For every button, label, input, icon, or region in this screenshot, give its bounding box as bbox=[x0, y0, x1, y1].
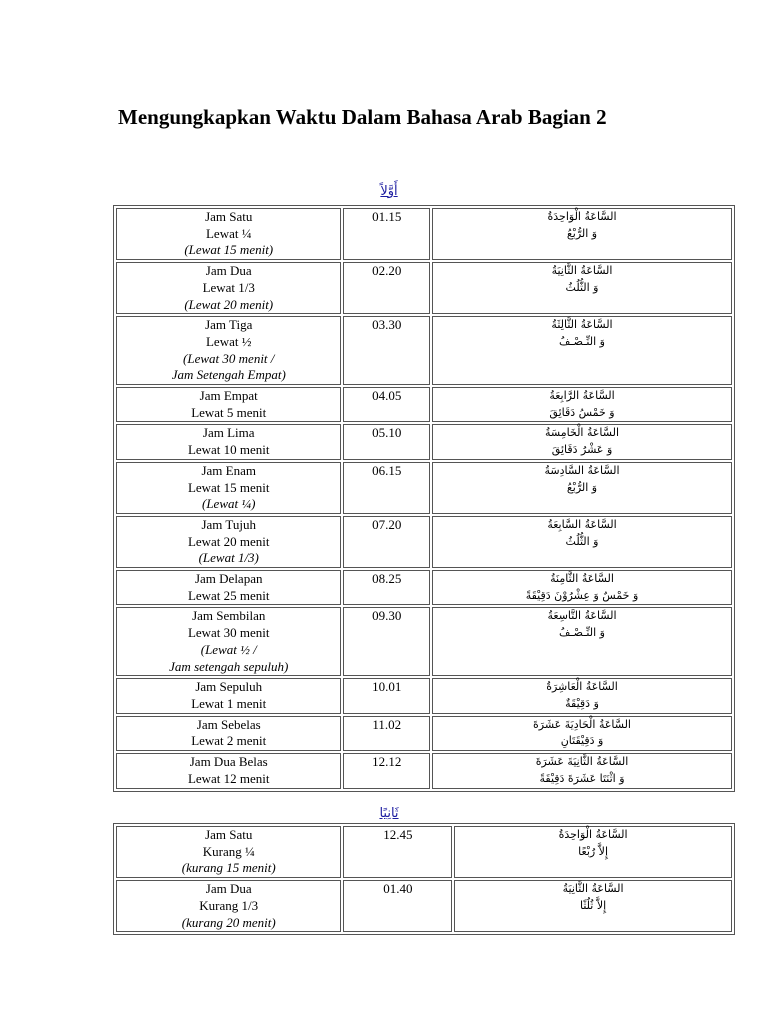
indonesian-line: Jam Dua bbox=[205, 263, 252, 279]
section-label-second: ثَانِيًا bbox=[379, 806, 399, 821]
indonesian-line: Lewat 15 menit bbox=[187, 479, 270, 495]
time-cell: 09.30 bbox=[343, 607, 430, 676]
arabic-line: وَ النِّـصْـفُ bbox=[559, 334, 605, 348]
arabic-line: إِلاَّ رُبْعًا bbox=[578, 844, 609, 858]
arabic-line: السَّاعَةُ الثَّانِيَةُ bbox=[562, 882, 624, 896]
indonesian-line: Jam Tujuh bbox=[201, 516, 257, 532]
arabic-line: السَّاعَةُ السَّادِسَةُ bbox=[544, 463, 620, 477]
time-cell: 07.20 bbox=[343, 516, 430, 568]
time-cell: 11.02 bbox=[343, 716, 430, 751]
indonesian-note: (kurang 15 menit) bbox=[181, 860, 276, 876]
arabic-line: السَّاعَةُ الثَّامِنَةُ bbox=[550, 572, 614, 586]
table-row bbox=[116, 387, 732, 422]
arabic-cell bbox=[432, 607, 732, 676]
table-row bbox=[116, 208, 732, 260]
indonesian-line: Jam Satu bbox=[205, 827, 253, 842]
indonesian-cell bbox=[116, 262, 341, 314]
indonesian-cell bbox=[116, 570, 341, 605]
arabic-line: وَ دَقِيْقَةٌ bbox=[565, 696, 599, 710]
indonesian-line: Jam Satu bbox=[205, 209, 253, 224]
indonesian-line: Lewat 10 menit bbox=[187, 442, 270, 458]
indonesian-line: Lewat 30 menit bbox=[187, 625, 270, 641]
arabic-cell bbox=[432, 208, 732, 260]
time-cell: 02.20 bbox=[343, 262, 430, 314]
arabic-line: وَ الثُّلُثُ bbox=[565, 534, 599, 548]
arabic-line: وَ خَمْسُ دَقَائِقَ bbox=[549, 405, 615, 419]
indonesian-cell bbox=[116, 316, 341, 385]
arabic-line: السَّاعَةُ الثَّالِثَةُ bbox=[551, 318, 613, 332]
arabic-line: وَ الرُّبْعُ bbox=[566, 226, 598, 240]
indonesian-line: Lewat 2 menit bbox=[191, 733, 267, 749]
indonesian-line: Kurang ¼ bbox=[202, 843, 255, 859]
arabic-line: وَ عَشْرُ دَقَائِقَ bbox=[551, 443, 613, 457]
indonesian-cell bbox=[116, 208, 341, 260]
table-row bbox=[116, 607, 732, 676]
indonesian-line: Lewat 20 menit bbox=[187, 533, 270, 549]
indonesian-cell bbox=[116, 424, 341, 459]
table-row bbox=[116, 462, 732, 514]
arabic-line: وَ دَقِيْقَتَانِ bbox=[560, 734, 604, 748]
arabic-line: السَّاعَةُ الثَّانِيَةُ bbox=[551, 264, 613, 278]
arabic-cell bbox=[432, 262, 732, 314]
indonesian-note: (Lewat 15 menit) bbox=[184, 242, 274, 258]
indonesian-line: Jam Empat bbox=[199, 388, 258, 404]
arabic-line: السَّاعَةُ الثَّانِيَةَ عَشَرَةَ bbox=[535, 755, 629, 769]
time-cell: 04.05 bbox=[343, 387, 430, 422]
arabic-cell bbox=[432, 753, 732, 788]
time-table-before bbox=[113, 823, 735, 935]
indonesian-cell bbox=[116, 826, 341, 878]
indonesian-line: Lewat 25 menit bbox=[187, 587, 270, 603]
indonesian-note: Jam setengah sepuluh) bbox=[169, 658, 289, 674]
indonesian-note: (kurang 20 menit) bbox=[181, 914, 276, 930]
table-row bbox=[116, 262, 732, 314]
indonesian-line: Jam Sebelas bbox=[196, 716, 261, 732]
arabic-cell bbox=[432, 424, 732, 459]
table-row bbox=[116, 316, 732, 385]
indonesian-line: Jam Lima bbox=[202, 425, 255, 441]
table-row bbox=[116, 424, 732, 459]
indonesian-cell bbox=[116, 678, 341, 713]
indonesian-note: (Lewat 30 menit / bbox=[183, 350, 275, 366]
indonesian-cell bbox=[116, 516, 341, 568]
indonesian-note: (Lewat ¼) bbox=[202, 496, 256, 512]
indonesian-cell bbox=[116, 607, 341, 676]
arabic-line: وَ اثْنَتَا عَشَرَةَ دَقِيْقَةً bbox=[539, 771, 625, 785]
indonesian-line: Jam Sepuluh bbox=[195, 679, 263, 695]
arabic-cell bbox=[432, 516, 732, 568]
indonesian-line: Lewat 1/3 bbox=[202, 279, 255, 295]
indonesian-line: Jam Dua bbox=[205, 881, 252, 897]
section-label-first: أَوَّلاً bbox=[380, 184, 398, 199]
time-cell: 03.30 bbox=[343, 316, 430, 385]
arabic-line: السَّاعَةُ الْوَاحِدَةُ bbox=[547, 210, 617, 223]
time-cell: 08.25 bbox=[343, 570, 430, 605]
table-row bbox=[116, 753, 732, 788]
indonesian-line: Jam Sembilan bbox=[192, 608, 266, 624]
table-row bbox=[116, 826, 732, 878]
table-row bbox=[116, 570, 732, 605]
indonesian-note: (Lewat ½ / bbox=[200, 641, 257, 657]
time-cell: 12.12 bbox=[343, 753, 430, 788]
time-cell: 06.15 bbox=[343, 462, 430, 514]
indonesian-line: Jam Delapan bbox=[194, 571, 263, 587]
arabic-line: السَّاعَةُ الْوَاحِدَةُ bbox=[558, 828, 628, 841]
indonesian-note: (Lewat 1/3) bbox=[198, 550, 259, 566]
arabic-line: السَّاعَةُ الرَّابِعَةُ bbox=[549, 389, 615, 403]
indonesian-cell bbox=[116, 387, 341, 422]
arabic-line: السَّاعَةُ الْخَامِسَةُ bbox=[545, 426, 620, 440]
arabic-cell bbox=[454, 826, 732, 878]
arabic-line: وَ الثُّلُثُ bbox=[565, 280, 599, 294]
arabic-cell bbox=[432, 678, 732, 713]
arabic-line: وَ النِّـصْـفُ bbox=[559, 626, 605, 640]
arabic-line: السَّاعَةُ السَّابِعَةُ bbox=[547, 517, 617, 531]
indonesian-note: (Lewat 20 menit) bbox=[184, 296, 274, 312]
table-row bbox=[116, 516, 732, 568]
indonesian-line: Jam Dua Belas bbox=[189, 754, 268, 770]
indonesian-note: Jam Setengah Empat) bbox=[171, 367, 286, 383]
time-cell: 01.40 bbox=[343, 880, 452, 932]
indonesian-line: Jam Tiga bbox=[205, 317, 253, 333]
table-row bbox=[116, 880, 732, 932]
indonesian-cell bbox=[116, 462, 341, 514]
arabic-cell bbox=[432, 570, 732, 605]
indonesian-cell bbox=[116, 753, 341, 788]
arabic-line: وَ الرُّبْعُ bbox=[566, 480, 598, 494]
arabic-line: إِلاَّ ثُلُثًا bbox=[579, 898, 607, 912]
indonesian-line: Lewat ½ bbox=[205, 333, 252, 349]
arabic-cell bbox=[432, 387, 732, 422]
arabic-cell bbox=[454, 880, 732, 932]
indonesian-line: Lewat 1 menit bbox=[191, 695, 267, 711]
indonesian-line: Kurang 1/3 bbox=[199, 897, 259, 913]
time-table-past bbox=[113, 205, 735, 792]
arabic-line: وَ خَمْسٌ وَ عِشْرُوْنَ دَقِيْقَةً bbox=[525, 588, 639, 602]
indonesian-cell bbox=[116, 716, 341, 751]
time-cell: 01.15 bbox=[343, 208, 430, 260]
arabic-line: السَّاعَةُ التَّاسِعَةُ bbox=[547, 609, 617, 623]
arabic-cell bbox=[432, 316, 732, 385]
table-row bbox=[116, 716, 732, 751]
indonesian-line: Lewat 12 menit bbox=[187, 770, 270, 786]
indonesian-line: Jam Enam bbox=[201, 462, 256, 478]
time-cell: 12.45 bbox=[343, 826, 452, 878]
indonesian-line: Lewat ¼ bbox=[205, 225, 252, 241]
arabic-cell bbox=[432, 716, 732, 751]
arabic-line: السَّاعَةُ الْعَاشِرَةُ bbox=[546, 680, 618, 694]
arabic-cell bbox=[432, 462, 732, 514]
time-cell: 10.01 bbox=[343, 678, 430, 713]
indonesian-line: Lewat 5 menit bbox=[191, 404, 267, 420]
time-cell: 05.10 bbox=[343, 424, 430, 459]
arabic-line: السَّاعَةُ الْحَادِيَةَ عَشَرَةَ bbox=[533, 717, 631, 731]
table-row bbox=[116, 678, 732, 713]
indonesian-cell bbox=[116, 880, 341, 932]
page-title: Mengungkapkan Waktu Dalam Bahasa Arab Bagian 2 bbox=[118, 105, 607, 129]
